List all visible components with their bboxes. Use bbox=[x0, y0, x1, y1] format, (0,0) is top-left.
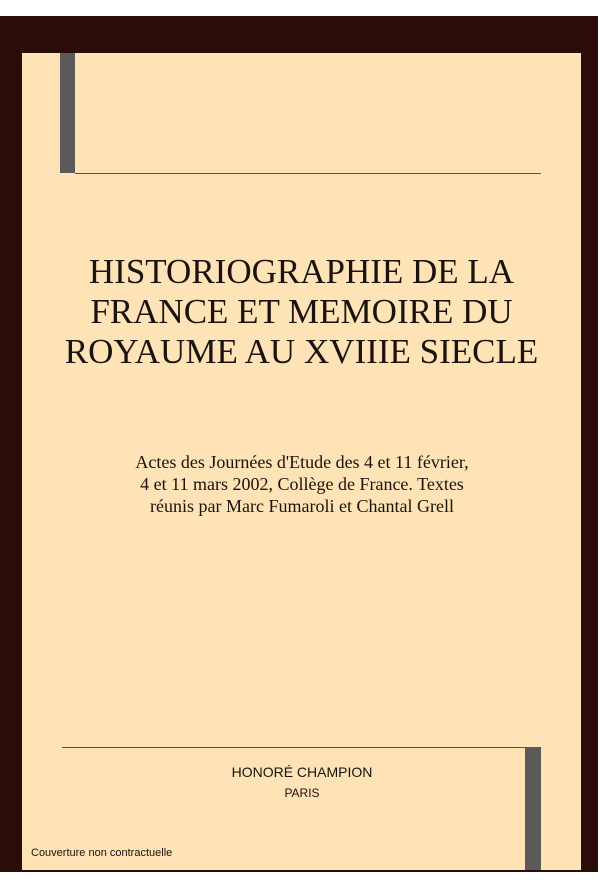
publisher-city: PARIS bbox=[284, 786, 320, 800]
cover-disclaimer: Couverture non contractuelle bbox=[31, 847, 173, 859]
publisher-name: HONORÉ CHAMPION bbox=[231, 764, 373, 780]
top-accent-bar bbox=[60, 53, 75, 173]
top-divider bbox=[75, 173, 541, 174]
cover-frame bbox=[0, 16, 598, 872]
bottom-accent-bar bbox=[525, 747, 541, 870]
book-title: HISTORIOGRAPHIE DE LA FRANCE ET MEMOIRE DU ROYAUME AU XVIIIE SIECLE bbox=[64, 252, 539, 371]
book-subtitle: Actes des Journées d'Etude des 4 et 11 février, 4 et 11 mars 2002, Collège de France. Textes réunis par Marc Fumaroli et Chantal Grell bbox=[135, 452, 469, 516]
book-cover bbox=[22, 53, 581, 870]
bottom-divider bbox=[62, 747, 525, 748]
